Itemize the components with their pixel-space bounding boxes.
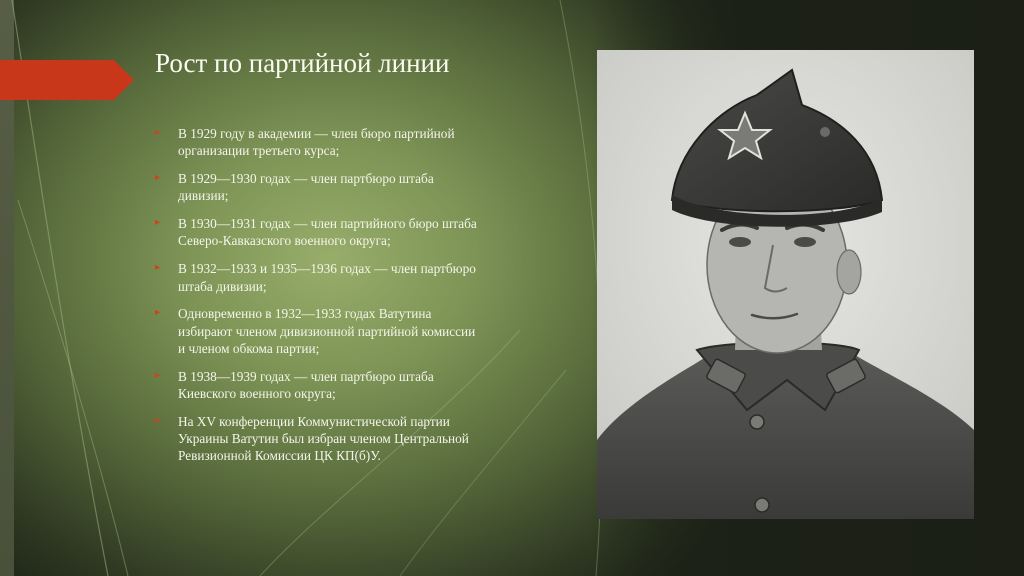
bullet-arrow-icon: ▸ <box>155 307 161 319</box>
bullet-text: В 1929 году в академии — член бюро партийной организации третьего курса; <box>178 126 455 159</box>
bullet-item <box>155 413 485 465</box>
bullet-arrow-icon: ▸ <box>155 217 161 229</box>
decorative-curve <box>18 200 128 576</box>
bullet-text: На XV конференции Коммунистической партии Украины Ватутин был избран членом Центральной Ревизионной Комиссии ЦК КП(б)У. <box>178 413 469 464</box>
coat-button <box>750 415 764 429</box>
bullet-item <box>155 170 485 205</box>
bullet-text: В 1930—1931 годах — член партийного бюро штаба Северо-Кавказского военного округа; <box>178 216 477 249</box>
coat-button <box>755 498 769 512</box>
bullet-arrow-icon: ▸ <box>155 262 161 274</box>
portrait-photo <box>597 50 974 519</box>
eye-right <box>794 237 816 247</box>
bullet-item <box>155 368 485 403</box>
accent-arrow-shape <box>0 60 134 100</box>
portrait-illustration <box>597 50 974 519</box>
bullet-arrow-icon: ▸ <box>155 414 161 426</box>
bullet-text: В 1929—1930 годах — член партбюро штаба дивизии; <box>178 171 434 204</box>
slide-title: Рост по партийной линии <box>155 48 450 78</box>
bullet-item <box>155 215 485 250</box>
cap-side-button <box>820 127 830 137</box>
bullet-list <box>155 125 485 475</box>
bullet-item <box>155 260 485 295</box>
eye-left <box>729 237 751 247</box>
ear <box>837 250 861 294</box>
bullet-arrow-icon: ▸ <box>155 172 161 184</box>
bullet-text: Одновременно в 1932—1933 годах Ватутина избирают членом дивизионной партийной комиссии и членом обкома партии; <box>178 306 476 356</box>
bullet-arrow-icon: ▸ <box>155 127 161 138</box>
bullet-item <box>155 305 485 357</box>
bullet-item <box>155 125 485 160</box>
bullet-arrow-icon: ▸ <box>155 369 161 381</box>
bullet-text: В 1932—1933 и 1935—1936 годах — член партбюро штаба дивизии; <box>178 261 476 294</box>
bullet-text: В 1938—1939 годах — член партбюро штаба Киевского военного округа; <box>178 368 434 402</box>
